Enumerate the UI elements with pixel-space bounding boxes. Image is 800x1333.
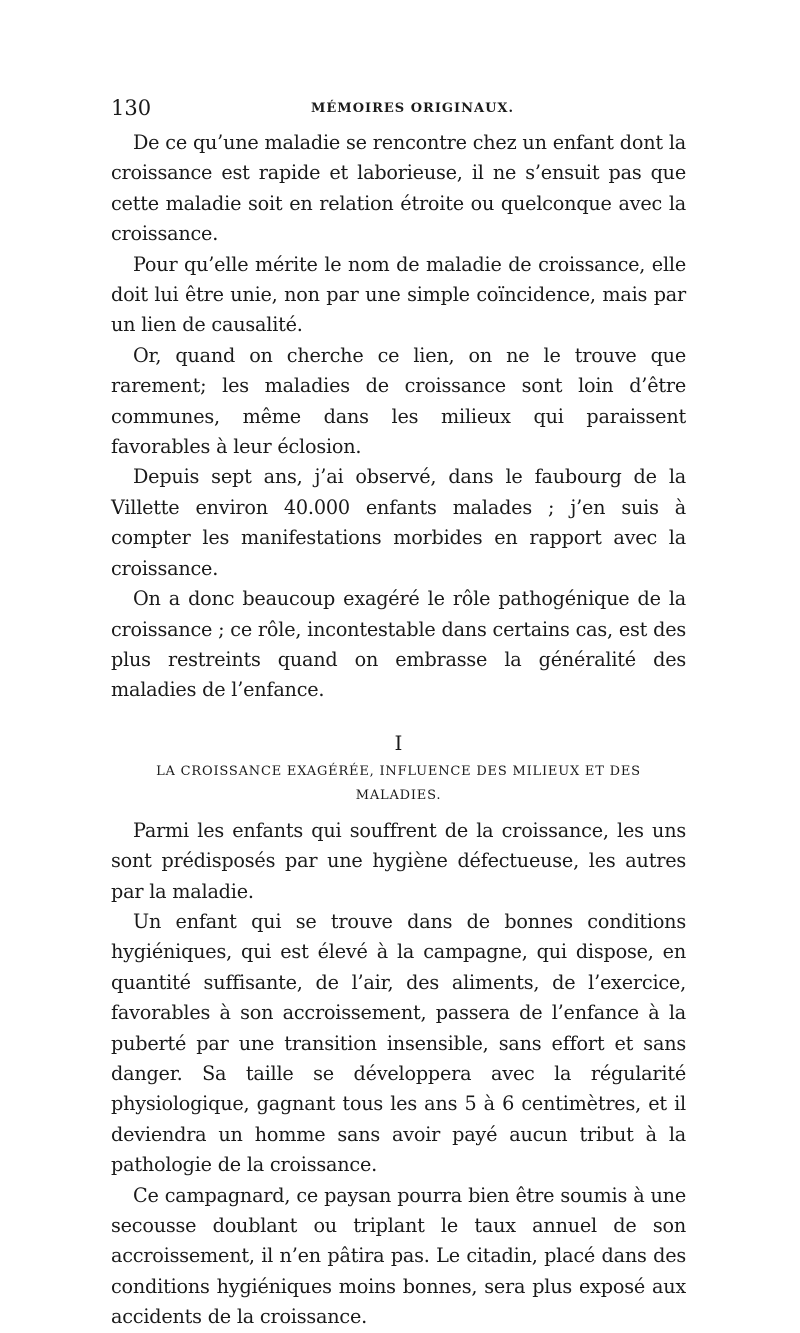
page-number: 130 — [111, 96, 152, 120]
book-page — [111, 96, 686, 1333]
paragraph: Parmi les enfants qui souffrent de la croissance, les uns sont prédisposés par une hygiène défectueuse, les autres par la maladie. — [111, 818, 686, 903]
section-number: I — [394, 730, 403, 755]
paragraph: Ce campagnard, ce paysan pourra bien être soumis à une secousse doublant ou triplant le taux annuel de son accroissement, il n’en pâtira pas. Le citadin, placé dans des conditions hygiéniques moins bonnes, sera plus exposé aux accidents de la croissance. — [111, 1183, 686, 1329]
paragraph: Pour qu’elle mérite le nom de maladie de croissance, elle doit lui être unie, non par une simple coïncidence, mais par un lien de causalité. — [111, 252, 686, 337]
running-title: MÉMOIRES ORIGINAUX. — [311, 101, 515, 116]
paragraph: Depuis sept ans, j’ai observé, dans le faubourg de la Villette environ 40.000 enfants malades ; j’en suis à compter les manifestations morbides en rapport avec la croissance. — [111, 465, 686, 580]
section-title: LA CROISSANCE EXAGÉRÉE, INFLUENCE DES MILIEUX ET DES MALADIES. — [156, 763, 641, 803]
paragraph: Or, quand on cherche ce lien, on ne le trouve que rarement; les maladies de croissance sont loin d’être communes, même dans les milieux qui paraissent favorables à leur éclosion. — [111, 343, 686, 459]
paragraph: De ce qu’une maladie se rencontre chez un enfant dont la croissance est rapide et laborieuse, il ne s’ensuit pas que cette maladie soit en relation étroite ou quelconque avec la croissance. — [111, 131, 686, 246]
paragraph: Un enfant qui se trouve dans de bonnes conditions hygiéniques, qui est élevé à la campagne, qui dispose, en quantité suffisante, de l’air, des aliments, de l’exercice, favorables à son accroissement, passera de l’enfance à la puberté par une transition insensible, sans effort et sans danger. Sa taille se développera avec la régularité physiologique, gagnant tous les ans 5 à 6 centimètres, et il deviendra un homme sans avoir payé aucun tribut à la pathologie de la croissance. — [111, 909, 686, 1177]
running-head — [111, 96, 686, 124]
paragraph: On a donc beaucoup exagéré le rôle pathogénique de la croissance ; ce rôle, incontestable dans certains cas, est des plus restreints quand on embrasse la généralité des maladies de l’enfance. — [111, 587, 686, 702]
